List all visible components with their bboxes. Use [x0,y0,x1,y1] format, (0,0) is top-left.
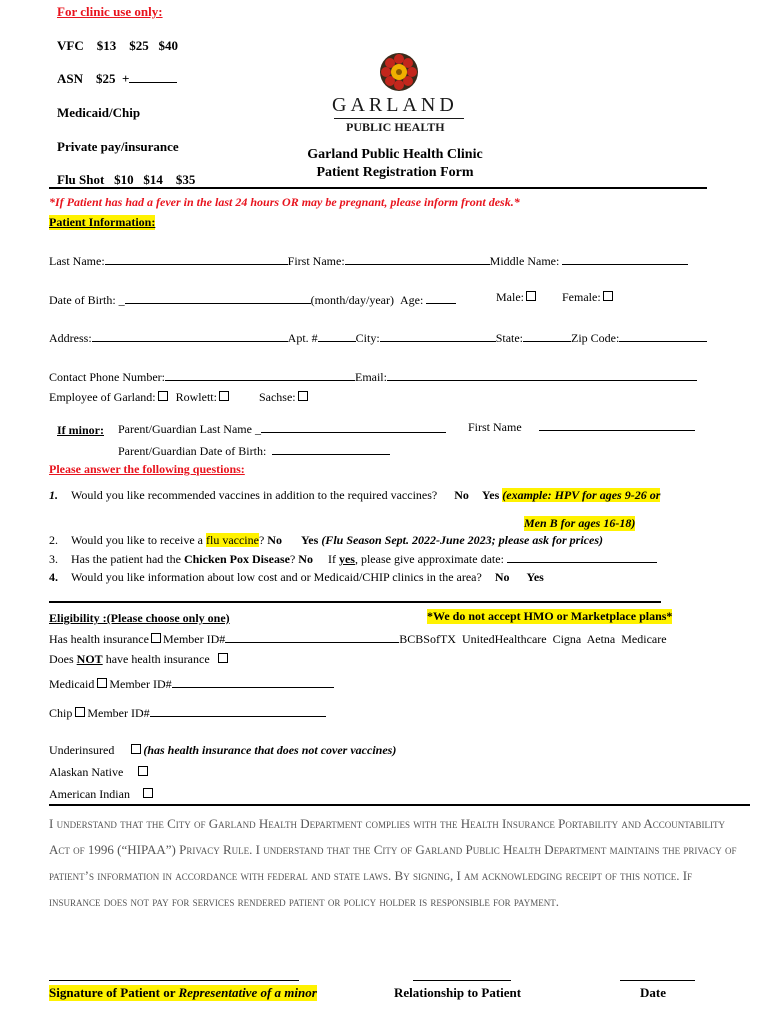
patient-info-heading: Patient Information: [49,215,156,229]
medicaid-chip-label: Medicaid/Chip [57,105,141,120]
title-rule [49,187,707,189]
signature-line[interactable] [49,980,299,981]
question-1 [49,488,660,503]
q3-text: Has the patient had the [71,552,184,566]
fever-warning: *If Patient has had a fever in the last 24 hours OR may be pregnant, please inform front desk.* [49,195,520,209]
logo-public-health: PUBLIC HEALTH [346,120,445,134]
address-field[interactable] [92,330,288,342]
guardian-dob-row [118,443,390,459]
insurance-carriers: BCBSofTX UnitedHealthcare Cigna Aetna Medicare [399,632,667,646]
american-indian-row [49,787,155,802]
guardian-dob-field[interactable] [272,443,390,455]
city-field[interactable] [380,330,496,342]
female-checkbox[interactable] [603,291,613,301]
q4-yes-option[interactable]: Yes [526,570,544,584]
q3-date-field[interactable] [507,551,657,563]
phone-label: Contact Phone Number: [49,370,165,384]
q4-no-option[interactable]: No [494,570,510,584]
rowlett-label: Rowlett: [175,390,217,404]
underinsured-row [49,743,396,758]
asn-row [57,71,177,87]
logo-divider [334,118,464,119]
dob-label: Date of Birth: _ [49,293,125,307]
logo-garland: GARLAND [332,94,458,116]
q2-yes-option[interactable]: Yes [300,533,319,547]
q2-flu-vaccine: flu vaccine [206,533,259,547]
chip-member-id-label: Member ID# [87,706,150,720]
has-insurance-label: Has health insurance [49,632,149,646]
q1-example-cont: Men B for ages 16-18) [524,516,636,530]
eligibility-heading: Eligibility :(Please choose only one) [49,611,230,625]
name-row [49,253,688,269]
chip-row [49,705,326,721]
q2-no-option[interactable]: No [267,533,282,547]
state-field[interactable] [523,330,571,342]
has-insurance-checkbox[interactable] [151,633,161,643]
employee-row [49,390,310,405]
state-label: State: [495,331,524,345]
medicaid-member-id-field[interactable] [172,676,334,688]
zip-label: Zip Code: [571,331,620,345]
q2-number: 2. [49,533,58,547]
q3-if: If [327,552,339,566]
medicaid-row [49,676,334,692]
email-label: Email: [354,370,387,384]
medicaid-checkbox[interactable] [97,678,107,688]
hmo-note: *We do not accept HMO or Marketplace plans* [427,609,673,623]
first-name-label: First Name: [287,254,345,268]
middle-name-field[interactable] [562,253,688,265]
apt-field[interactable] [318,330,356,342]
first-name-field[interactable] [345,253,490,265]
age-label: Age: [399,293,424,307]
alaskan-row [49,765,150,780]
american-indian-checkbox[interactable] [143,788,153,798]
address-label: Address: [49,331,92,345]
female-label: Female: [562,290,601,304]
question-3 [49,551,657,567]
dob-row [49,292,456,308]
q3-yes-option[interactable]: yes [338,552,355,566]
medicaid-label: Medicaid [49,677,95,691]
guardian-last-row [118,421,446,437]
sachse-checkbox[interactable] [298,391,308,401]
chip-member-id-field[interactable] [150,705,326,717]
hipaa-rule [49,804,750,806]
guardian-dob-label: Parent/Guardian Date of Birth: [118,444,267,458]
q3-no-option[interactable]: No [298,552,313,566]
does-label: Does [49,652,77,666]
guardian-first-row [468,419,695,435]
rowlett-checkbox[interactable] [219,391,229,401]
form-title-line2: Patient Registration Form [316,165,474,180]
age-field[interactable] [426,292,456,304]
form-title-line1: Garland Public Health Clinic [307,147,483,162]
guardian-last-label: Parent/Guardian Last Name _ [118,422,261,436]
employee-garland-label: Employee of Garland: [49,390,156,404]
date-label: Date [640,985,666,1000]
email-field[interactable] [387,369,697,381]
member-id-label: Member ID# [162,632,226,646]
question-2 [49,533,603,548]
phone-field[interactable] [165,369,355,381]
no-insurance-row [49,652,230,667]
vfc-prices: VFC $13 $25 $40 [57,38,178,53]
guardian-first-label: First Name [468,420,522,434]
q3-number: 3. [49,552,58,566]
q4-text: Would you like information about low cost and or Medicaid/CHIP clinics in the area? [71,570,482,584]
have-insurance-label: have health insurance [102,652,210,666]
signature-label-b: Representative of a minor [178,985,317,1000]
questions-rule [49,601,661,603]
member-id-field[interactable] [225,631,399,643]
flu-shot-prices: Flu Shot $10 $14 $35 [57,172,196,187]
asn-prices: ASN $25 + [57,71,130,86]
guardian-last-field[interactable] [261,421,446,433]
middle-name-label: Middle Name: [489,254,560,268]
garland-emblem-icon [378,51,420,97]
employee-garland-checkbox[interactable] [158,391,168,401]
city-label: City: [355,331,380,345]
dob-field[interactable] [125,292,311,304]
sex-row [496,290,615,305]
if-minor-label: If minor: [57,423,104,437]
relationship-line[interactable] [413,980,511,981]
q2-flu-season-note: (Flu Season Sept. 2022-June 2023; please ask for prices) [321,533,603,547]
sachse-label: Sachse: [258,390,296,404]
questions-heading: Please answer the following questions: [49,462,245,476]
date-line[interactable] [620,980,695,981]
q2-text: Would you like to receive a [71,533,206,547]
has-insurance-row [49,631,667,647]
q3-question-mark: ? [289,552,296,566]
signature-label [49,985,317,1001]
relationship-label: Relationship to Patient [394,985,522,1000]
apt-label: Apt. # [287,331,318,345]
q2-question-mark: ? [258,533,265,547]
address-row [49,330,707,346]
q1-number: 1. [49,488,58,502]
clinic-use-heading: For clinic use only: [57,4,163,19]
chip-checkbox[interactable] [75,707,85,717]
not-label: NOT [76,652,103,666]
underinsured-note: (has health insurance that does not cover vaccines) [143,743,397,757]
male-checkbox[interactable] [526,291,536,301]
q1-no-option[interactable]: No [454,488,469,502]
q1-yes-option[interactable]: Yes [481,488,500,502]
last-name-field[interactable] [105,253,288,265]
question-4 [49,570,544,585]
private-pay-label: Private pay/insurance [57,139,179,154]
medicaid-member-id-label: Member ID# [109,677,172,691]
q1-example: (example: HPV for ages 9-26 or [502,488,661,502]
zip-field[interactable] [619,330,707,342]
dob-format: (month/day/year) [310,293,394,307]
q3-date-prompt: , please give approximate date: [354,552,504,566]
male-label: Male: [496,290,524,304]
chip-label: Chip [49,706,73,720]
underinsured-label: Underinsured [49,743,115,757]
no-insurance-checkbox[interactable] [218,653,228,663]
hipaa-notice: I understand that the City of Garland Health Department complies with the Health Insurance Portability and Accountability Act of 1996 (“HIPAA”) Privacy Rule. I understand that the City of Garland Public Health Department maintains the privacy of patient’s information in accordance with federal and state laws. By signing, I am acknowledging receipt of this notice. If insurance does not pay for services rendered patient or policy holder is responsible for payment. [49,816,737,909]
underinsured-checkbox[interactable] [131,744,141,754]
asn-blank[interactable] [129,71,177,83]
signature-label-a: Signature of Patient or [49,985,179,1000]
guardian-first-field[interactable] [539,419,695,431]
q3-chicken-pox: Chicken Pox Disease [183,552,290,566]
alaskan-native-label: Alaskan Native [49,765,124,779]
american-indian-label: American Indian [49,787,130,801]
alaskan-native-checkbox[interactable] [138,766,148,776]
q4-number: 4. [49,570,58,584]
contact-row [49,369,697,385]
last-name-label: Last Name: [49,254,105,268]
q1-text: Would you like recommended vaccines in addition to the required vaccines? [71,488,438,502]
